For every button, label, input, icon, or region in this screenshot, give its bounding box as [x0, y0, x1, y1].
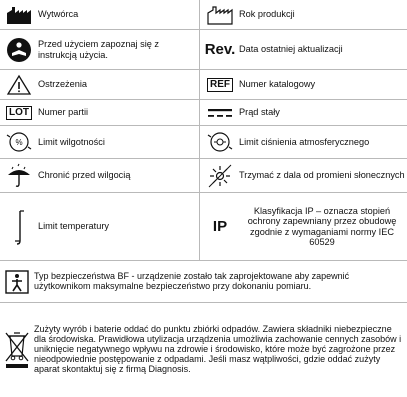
type-bf-icon: [0, 261, 34, 302]
read-instructions-label: Przed użyciem zapoznaj się z instrukcją użycia.: [38, 39, 160, 60]
warning-icon: [0, 70, 38, 99]
disposal-label: Zużyty wyrób i baterie oddać do punktu zbiórki odpadów. Zawiera składniki niebezpieczne dla środowiska. Prawidłowa utylizacja urządzenia umożliwia zachowanie cennych zasobów i uniknięcie negatywnego wpływu na zdrowie i środowisko, które może być zagrożone przez nieodpowiednie postępowanie z odpadami. Jeśli masz wątpliwości, gdzie oddać zużyty aparat skontaktuj się z firmą Diagnosis.: [34, 324, 402, 374]
direct-current-label: Prąd stały: [239, 107, 280, 118]
lot-number-label: Numer partii: [38, 107, 89, 118]
warnings-label: Ostrzeżenia: [38, 79, 88, 90]
lot-symbol: LOT: [6, 106, 32, 120]
keep-from-sun-label: Trzymać z dala od promieni słonecznych: [239, 170, 405, 181]
type-bf-label: Typ bezpieczeństwa BF - urządzenie zostało tak zaprojektowane aby zapewnić użytkownikom maksymalne bezpieczeństwo przy dokonaniu pomiaru.: [34, 270, 350, 291]
humidity-limit-icon: [0, 126, 38, 158]
legend-row: [0, 100, 407, 126]
pressure-limit-label: Limit ciśnienia atmosferycznego: [239, 136, 370, 147]
keep-dry-icon: [0, 159, 38, 192]
legend-row: [0, 303, 407, 397]
manufacturer-icon: [0, 0, 38, 29]
weee-disposal-icon: [0, 303, 34, 397]
keep-dry-label: Chronić przed wilgocią: [38, 170, 131, 181]
production-year-label: Rok produkcji: [239, 9, 295, 20]
production-date-icon: [201, 0, 239, 29]
direct-current-icon: [201, 100, 239, 125]
svg-text:%: %: [15, 138, 23, 147]
legend-row: [0, 193, 407, 261]
legend-row: [0, 70, 407, 100]
pressure-limit-icon: [201, 126, 239, 158]
legend-row: [0, 126, 407, 159]
legend-row: [0, 261, 407, 303]
temperature-limit-label: Limit temperatury: [38, 221, 109, 232]
temperature-limit-icon: [0, 193, 38, 260]
read-manual-icon: [0, 30, 38, 69]
catalog-number-label: Numer katalogowy: [239, 79, 316, 90]
revision-date-label: Data ostatniej aktualizacji: [239, 44, 343, 55]
ref-symbol: REF: [207, 78, 233, 92]
keep-from-sun-icon: [201, 159, 239, 192]
legend-row: [0, 30, 407, 70]
legend-row: [0, 159, 407, 193]
revision-symbol: Rev.: [204, 41, 236, 58]
manufacturer-label: Wytwórca: [38, 9, 79, 20]
ip-classification-label: Klasyfikacja IP – oznacza stopień ochrony zapewniany przez obudowę zgodnie z wymaganiami normy IEC 60529: [247, 205, 397, 247]
legend-row: [0, 0, 407, 30]
humidity-limit-label: Limit wilgotności: [38, 136, 105, 147]
ip-symbol: IP: [212, 218, 228, 235]
